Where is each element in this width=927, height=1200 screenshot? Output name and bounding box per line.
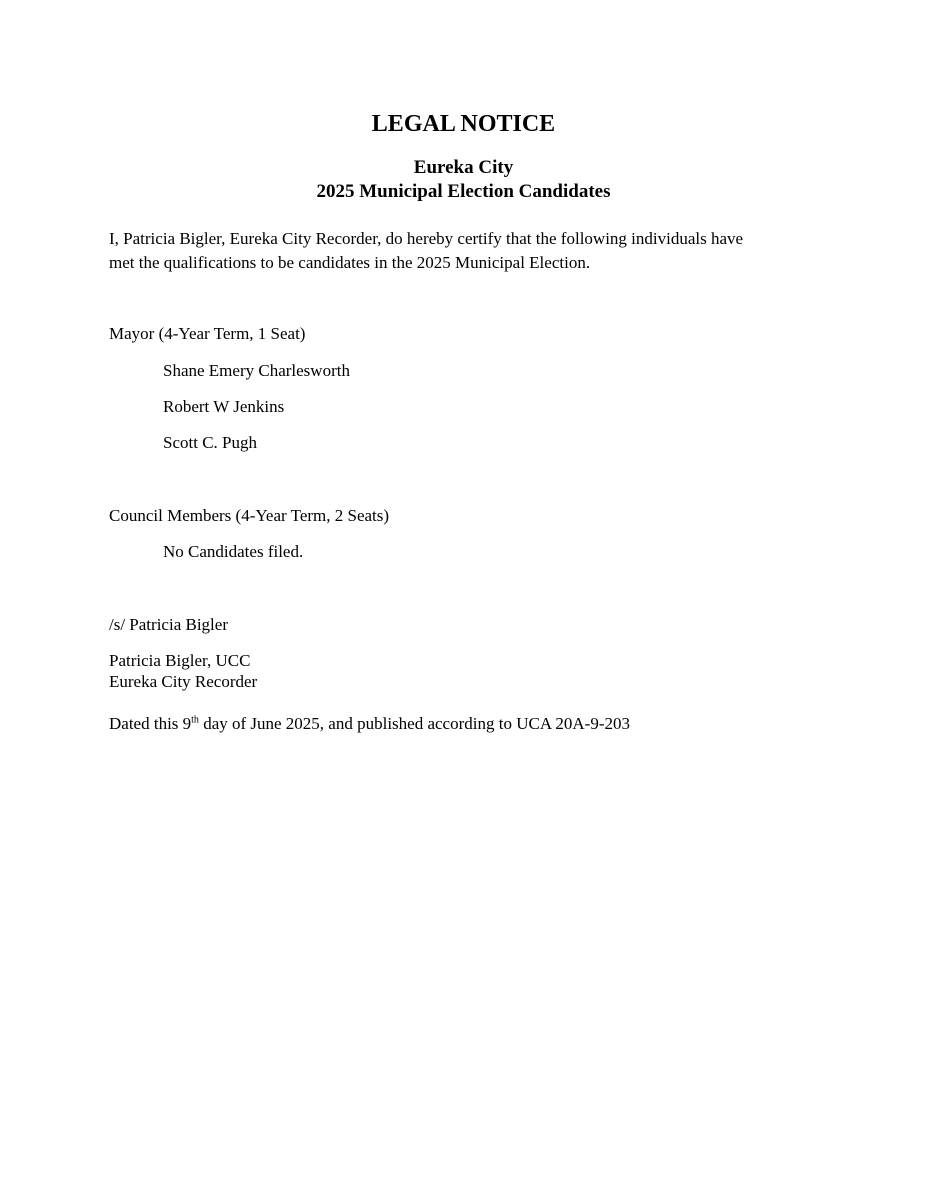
certification-line-2: met the qualifications to be candidates in the 2025 Municipal Election. — [109, 253, 591, 272]
office-heading-council: Council Members (4-Year Term, 2 Seats) — [109, 506, 390, 525]
dated-statement — [109, 712, 630, 736]
office-heading-mayor: Mayor (4-Year Term, 1 Seat) — [109, 324, 306, 343]
signer-title: Eureka City Recorder — [109, 672, 258, 691]
dated-suffix: day of June 2025, and published according to UCA 20A-9-203 — [198, 714, 631, 733]
signer-name: Patricia Bigler, UCC — [109, 651, 251, 670]
certification-line-1: I, Patricia Bigler, Eureka City Recorder, do hereby certify that the following individuals have — [109, 229, 744, 248]
candidate-item: No Candidates filed. — [163, 542, 304, 561]
candidate-item: Shane Emery Charlesworth — [163, 361, 350, 380]
dated-ordinal-suffix: th — [191, 714, 199, 726]
candidate-item: Scott C. Pugh — [163, 433, 257, 452]
notice-title: LEGAL NOTICE — [371, 111, 556, 137]
election-subtitle: 2025 Municipal Election Candidates — [316, 181, 611, 202]
signature-line: /s/ Patricia Bigler — [109, 615, 228, 634]
dated-prefix: Dated this 9 — [109, 714, 192, 733]
city-name: Eureka City — [413, 157, 514, 178]
candidate-item: Robert W Jenkins — [163, 397, 285, 416]
